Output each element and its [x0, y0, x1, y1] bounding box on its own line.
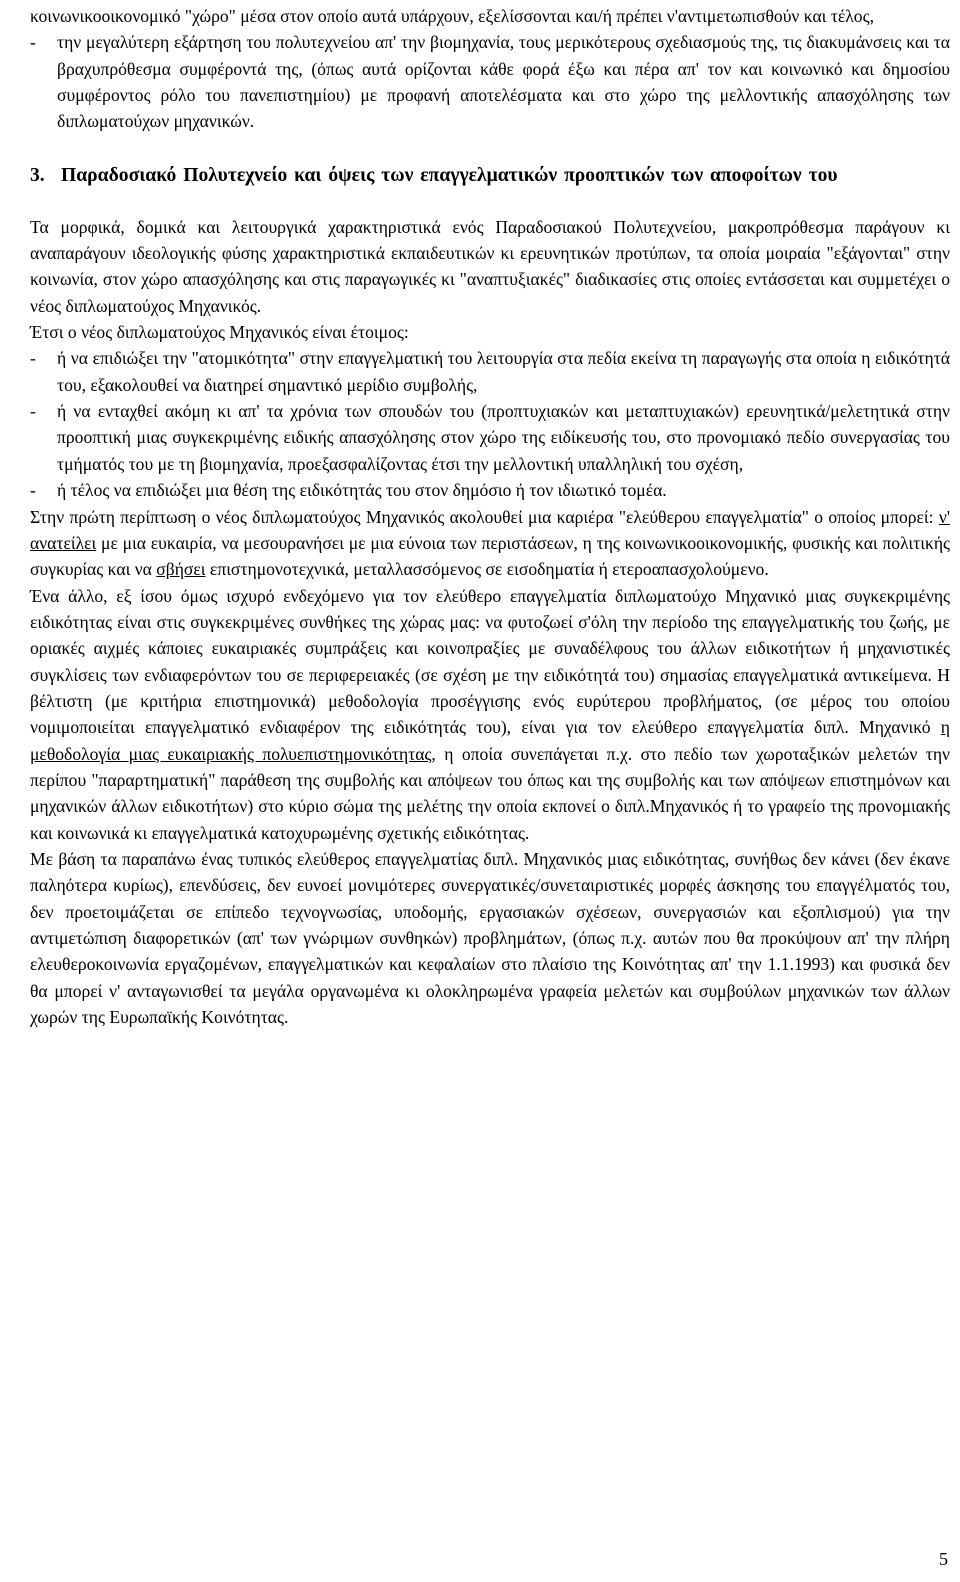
- paragraph-4: [30, 583, 950, 846]
- list-dash: -: [30, 348, 36, 369]
- paragraph-2: Έτσι ο νέος διπλωματούχος Μηχανικός είναι έτοιμος:: [30, 322, 409, 343]
- continuation-paragraph: κοινωνικοοικονομικό "χώρο" μέσα στον οποίο αυτά υπάρχουν, εξελίσσονται και/ή πρέπει ν'αντιμετωπισθούν και τέλος,: [30, 6, 874, 26]
- section-heading: [30, 162, 950, 190]
- list-item-text: ή να επιδιώξει την "ατομικότητα" στην επαγγελματική του λειτουργία στα πεδία εκείνα τη παραγωγής στα οποία η ειδικότητά του, εξακολουθεί να διατηρεί σημαντικό μερίδιο συμβολής,: [57, 348, 950, 395]
- list-item-text: ή τέλος να επιδιώξει μια θέση της ειδικότητάς του στον δημόσιο ή τον ιδιωτικό τομέα.: [57, 480, 667, 501]
- list-item-text: την μεγαλύτερη εξάρτηση του πολυτεχνείου απ' την βιομηχανία, τους μερικότερους σχεδιασμούς της, τις διακυμάνσεις και τα βραχυπρόθεσμα συμφέροντά της, (όπως αυτά ορίζονται κάθε φορά έξω και πέρα απ' τον και κοινωνικό και δημοσίου συμφέροντος ρόλο του πανεπιστημίου) με προφανή αποτελέσματα και στο χώρο της μελλοντικής απασχόλησης των διπλωματούχων μηχανικών.: [57, 32, 950, 132]
- underlined-phrase: ν' ανατείλει: [30, 506, 950, 553]
- list-item: [30, 398, 950, 477]
- paragraph-1: Τα μορφικά, δομικά και λειτουργικά χαρακτηριστικά ενός Παραδοσιακού Πολυτεχνείου, μακροπρόθεσμα παράγουν κι αναπαράγουν ιδεολογικής φύσης χαρακτηριστικά εκπαιδευτικών κι ερευνητικών προτύπων, τα οποία μοιραία "εξάγονται" στην κοινωνία, στον χώρο απασχόλησης και στις παραγωγικές κι "αναπτυξιακές" διαδικασίες στις οποίες εντάσσεται και συμμετέχει ο νέος διπλωματούχος Μηχανικός.: [30, 216, 950, 316]
- paragraph-3-text-c: επιστημονοτεχνικά, μεταλλασσόμενος σε εισοδηματία ή ετεροαπασχολούμενο.: [205, 559, 769, 580]
- list-item-text: ή να ενταχθεί ακόμη κι απ' τα χρόνια των σπουδών του (προπτυχιακών και μεταπτυχιακών) ερευνητικά/μελετητικά στην προοπτική μιας συγκεκριμένης ειδικής απασχόλησης στον χώρο της ειδίκευσής του, στο προνομιακό πεδίο συνεργασίας του τμήματός του με τη βιομηχανία, προεξασφαλίζοντας έτσι την μελλοντική υπαλληλική του σχέση,: [57, 401, 950, 474]
- paragraph-3: [30, 504, 950, 583]
- list-dash: -: [30, 480, 36, 501]
- list-dash: -: [30, 401, 36, 422]
- paragraph-4-text-a: Ένα άλλο, εξ ίσου όμως ισχυρό ενδεχόμενο για τον ελεύθερο επαγγελματία διπλωματούχο Μηχανικό μιας συγκεκριμένης ειδικότητας είναι στις συγκεκριμένες συνθήκες της χώρας μας: να φυτοζωεί σ'όλη την περίοδο της επαγγελματικής του ζωής, με οριακές αιχμές κάποιες ευκαιριακές συμπράξεις και κοινοπραξίες με συναδέλφους του άλλων ειδικοτήτων ή μηχανιστικές συγκλίσεις των ενδιαφερόντων του σε περιφερειακές (σε σχέση με την ειδικότητά του) σημασίας επαγγελματικά αντικείμενα. Η βέλτιστη (με κριτήρια επιστημονικά) μεθοδολογία προσέγγισης ενός ευρύτερου προβλήματος, (σε μέρος του οποίου νομιμοποιείται επαγγελματικό ενδιαφέρον της ειδικότητάς του), είναι για τον ελεύθερο επαγγελματία διπλ. Μηχανικό: [30, 585, 950, 738]
- paragraph-4-text-b: , η οποία συνεπάγεται π.χ. στο πεδίο των χωροταξικών μελετών την περίπου "παραρτηματική" παράθεση της συμβολής και απόψεων του όπως και της συμβολής και των απόψεων επιστημόνων και μηχανικών άλλων ειδικοτήτων) στο κύριο σώμα της μελέτης την οποία εκπονεί ο διπλ.Μηχανικός ή το γραφείο της προνομιακής και κοινωνικά κι επαγγελματικά κατοχυρωμένης σχετικής ειδικότητας.: [30, 743, 950, 843]
- list-item: [30, 477, 950, 503]
- underlined-phrase: σβήσει: [156, 559, 206, 580]
- paragraph-3-text-b: με μια ευκαιρία, να μεσουρανήσει με μια εύνοια των περιστάσεων, η της κοινωνικοοικονομικής, φυσικής και πολιτικής συγκυρίας και να: [30, 532, 950, 580]
- paragraph-3-text-a: Στην πρώτη περίπτωση ο νέος διπλωματούχος Μηχανικός ακολουθεί μια καριέρα "ελεύθερου επαγγελματία" ο οποίος μπορεί:: [30, 506, 939, 527]
- page-number: 5: [939, 1549, 948, 1569]
- section-number: 3.: [30, 164, 45, 186]
- paragraph-5: Με βάση τα παραπάνω ένας τυπικός ελεύθερος επαγγελματίας διπλ. Μηχανικός μιας ειδικότητας, συνήθως δεν κάνει (δεν έκανε παληότερα κυρίως), επενδύσεις, δεν ευνοεί μονιμότερες συνεργατικές/συνεταιριστικές μορφές άσκησης του επαγγέλματός του, δεν προετοιμάζεται σε επίπεδο τεχνογνωσίας, υποδομής, εργασιακών σχέσεων, συνεργασιών και εξοπλισμού) για την αντιμετώπιση διαφορετικών (απ' των γνώριμων συνθηκών) προβλημάτων, (όπως π.χ. αυτών που θα προκύψουν απ' την πλήρη ελευθεροκοινωνία εργαζομένων, επαγγελματικών και κεφαλαίων στο πλαίσιο της Κοινότητας απ' την 1.1.1993) και φυσικά δεν θα μπορεί ν' ανταγωνισθεί τα μεγάλα οργανωμένα κι ολοκληρωμένα γραφεία μελετών και συμβούλων μηχανικών των άλλων χωρών της Ευρωπαϊκής Κοινότητας.: [30, 848, 950, 1028]
- list-item: [30, 345, 950, 398]
- list-item: [30, 29, 950, 134]
- document-page: [30, 0, 950, 1030]
- list-dash: -: [30, 32, 36, 53]
- underlined-phrase: η μεθοδολογία μιας ευκαιριακής πολυεπιστημονικότητας: [30, 717, 950, 764]
- section-title: Παραδοσιακό Πολυτεχνείο και όψεις των επαγγελματικών προοπτικών των αποφοίτων του: [61, 164, 838, 186]
